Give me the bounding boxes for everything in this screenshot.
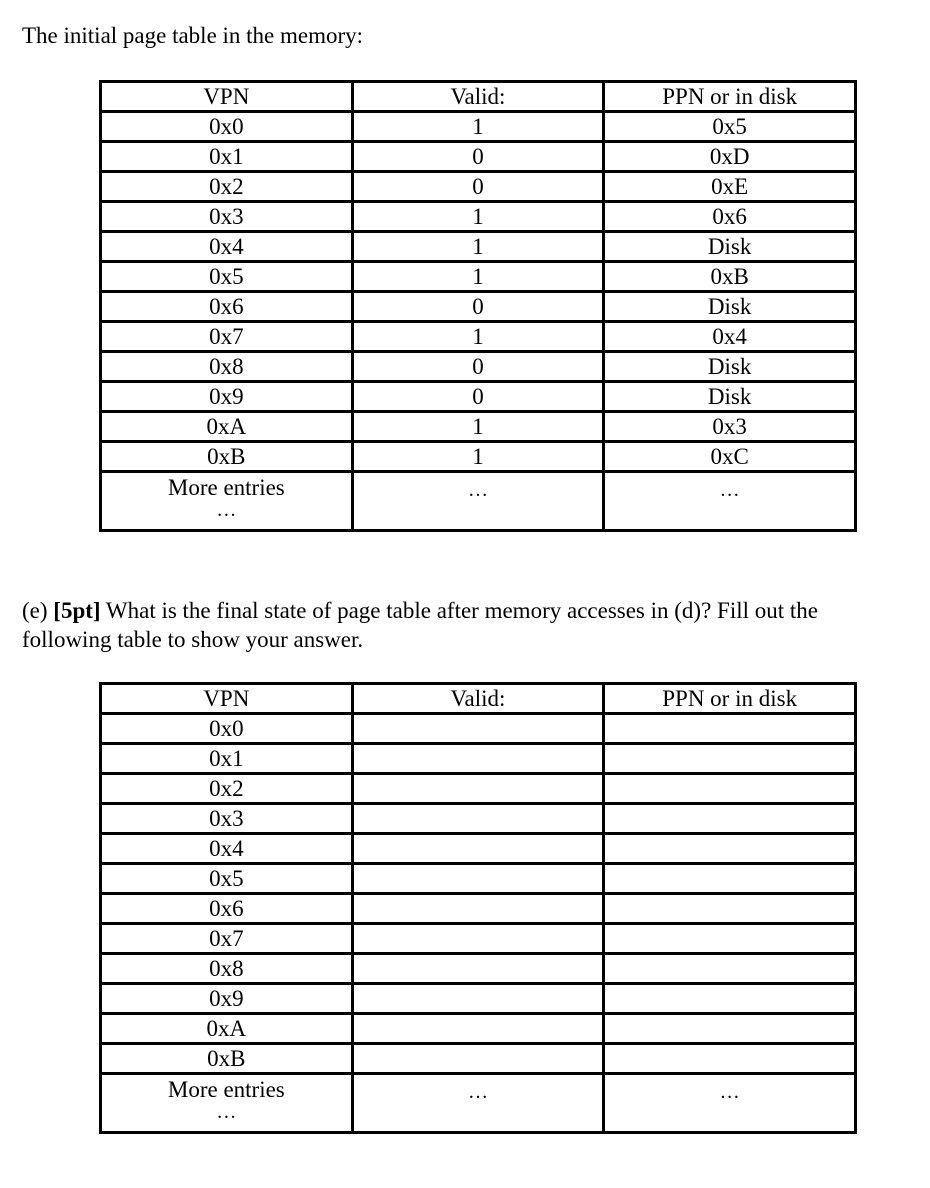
ppn-cell: Disk bbox=[604, 382, 856, 412]
table-row bbox=[101, 924, 856, 954]
valid-cell: 1 bbox=[352, 442, 604, 472]
more-entries-row bbox=[101, 472, 856, 531]
vpn-cell: 0xA bbox=[101, 412, 353, 442]
question-part: (e) bbox=[22, 598, 48, 623]
table-row bbox=[101, 202, 856, 232]
vpn-cell: 0x7 bbox=[101, 924, 353, 954]
valid-cell[interactable] bbox=[352, 924, 604, 954]
valid-cell: 0 bbox=[352, 142, 604, 172]
ppn-cell[interactable] bbox=[604, 774, 856, 804]
table-row bbox=[101, 322, 856, 352]
ppn-cell[interactable] bbox=[604, 834, 856, 864]
valid-more-cell bbox=[352, 472, 604, 531]
vpn-cell: 0x2 bbox=[101, 172, 353, 202]
ppn-cell: 0x5 bbox=[604, 112, 856, 142]
intro-text: The initial page table in the memory: bbox=[22, 23, 364, 48]
vpn-cell: 0x4 bbox=[101, 834, 353, 864]
valid-cell[interactable] bbox=[352, 834, 604, 864]
vpn-cell: 0x6 bbox=[101, 894, 353, 924]
valid-cell: 0 bbox=[352, 352, 604, 382]
valid-cell[interactable] bbox=[352, 1044, 604, 1074]
ppn-cell: 0xE bbox=[604, 172, 856, 202]
valid-cell: 1 bbox=[352, 412, 604, 442]
vpn-cell: 0x0 bbox=[101, 714, 353, 744]
ppn-cell: Disk bbox=[604, 232, 856, 262]
table-row bbox=[101, 804, 856, 834]
vpn-cell: 0x1 bbox=[101, 142, 353, 172]
vpn-cell: 0x6 bbox=[101, 292, 353, 322]
ppn-cell: 0xB bbox=[604, 262, 856, 292]
table-row bbox=[101, 442, 856, 472]
ellipsis: … bbox=[216, 1101, 237, 1123]
valid-cell: 1 bbox=[352, 262, 604, 292]
ppn-cell: 0xC bbox=[604, 442, 856, 472]
ellipsis: … bbox=[719, 479, 740, 501]
table-row bbox=[101, 774, 856, 804]
column-header-valid: Valid: bbox=[352, 684, 604, 714]
ppn-cell[interactable] bbox=[604, 924, 856, 954]
table-row bbox=[101, 1014, 856, 1044]
valid-cell[interactable] bbox=[352, 984, 604, 1014]
question-line-1 bbox=[22, 596, 930, 625]
ppn-cell[interactable] bbox=[604, 984, 856, 1014]
vpn-cell: 0x5 bbox=[101, 262, 353, 292]
vpn-cell: 0xB bbox=[101, 442, 353, 472]
initial-page-table-body bbox=[101, 82, 856, 531]
table-row bbox=[101, 1044, 856, 1074]
vpn-cell: 0x3 bbox=[101, 804, 353, 834]
vpn-cell: 0x8 bbox=[101, 954, 353, 984]
table-row bbox=[101, 954, 856, 984]
vpn-cell: 0x0 bbox=[101, 112, 353, 142]
vpn-cell: 0x4 bbox=[101, 232, 353, 262]
ppn-cell[interactable] bbox=[604, 864, 856, 894]
ppn-cell[interactable] bbox=[604, 954, 856, 984]
more-entries-cell bbox=[101, 1074, 353, 1133]
question-e bbox=[22, 596, 930, 654]
ppn-cell: 0x6 bbox=[604, 202, 856, 232]
valid-cell: 0 bbox=[352, 172, 604, 202]
vpn-cell: 0x3 bbox=[101, 202, 353, 232]
table-row bbox=[101, 714, 856, 744]
ppn-cell: Disk bbox=[604, 292, 856, 322]
vpn-cell: 0xB bbox=[101, 1044, 353, 1074]
more-entries-label: More entries bbox=[167, 1077, 285, 1102]
question-text: What is the final state of page table after memory accesses in (d)? Fill out the bbox=[100, 598, 818, 623]
valid-cell[interactable] bbox=[352, 744, 604, 774]
vpn-cell: 0x1 bbox=[101, 744, 353, 774]
table-row bbox=[101, 262, 856, 292]
vpn-cell: 0x9 bbox=[101, 382, 353, 412]
vpn-cell: 0x2 bbox=[101, 774, 353, 804]
table-row bbox=[101, 412, 856, 442]
table-row bbox=[101, 142, 856, 172]
table-row bbox=[101, 984, 856, 1014]
column-header-vpn: VPN bbox=[101, 82, 353, 112]
table-row bbox=[101, 382, 856, 412]
valid-cell: 1 bbox=[352, 112, 604, 142]
ellipsis: … bbox=[719, 1081, 740, 1103]
column-header-valid: Valid: bbox=[352, 82, 604, 112]
table-row bbox=[101, 894, 856, 924]
table-header-row bbox=[101, 684, 856, 714]
question-points: [5pt] bbox=[53, 598, 101, 623]
ppn-more-cell bbox=[604, 1074, 856, 1133]
ppn-cell[interactable] bbox=[604, 1014, 856, 1044]
ppn-cell[interactable] bbox=[604, 804, 856, 834]
ppn-more-cell bbox=[604, 472, 856, 531]
ppn-cell[interactable] bbox=[604, 894, 856, 924]
final-page-table-body bbox=[101, 684, 856, 1133]
vpn-cell: 0x5 bbox=[101, 864, 353, 894]
vpn-cell: 0x9 bbox=[101, 984, 353, 1014]
table-row bbox=[101, 112, 856, 142]
valid-cell: 0 bbox=[352, 292, 604, 322]
vpn-cell: 0xA bbox=[101, 1014, 353, 1044]
more-entries-label: More entries bbox=[167, 475, 285, 500]
ppn-cell[interactable] bbox=[604, 744, 856, 774]
table-row bbox=[101, 172, 856, 202]
ppn-cell: 0x3 bbox=[604, 412, 856, 442]
more-entries-cell bbox=[101, 472, 353, 531]
ppn-cell[interactable] bbox=[604, 714, 856, 744]
valid-cell[interactable] bbox=[352, 894, 604, 924]
ppn-cell: Disk bbox=[604, 352, 856, 382]
table-row bbox=[101, 744, 856, 774]
table-header-row bbox=[101, 82, 856, 112]
more-entries-row bbox=[101, 1074, 856, 1133]
valid-cell: 1 bbox=[352, 202, 604, 232]
valid-cell[interactable] bbox=[352, 714, 604, 744]
valid-more-cell bbox=[352, 1074, 604, 1133]
ppn-cell: 0x4 bbox=[604, 322, 856, 352]
valid-cell: 1 bbox=[352, 232, 604, 262]
table-row bbox=[101, 352, 856, 382]
valid-cell[interactable] bbox=[352, 1014, 604, 1044]
final-page-table bbox=[99, 682, 857, 1134]
valid-cell[interactable] bbox=[352, 774, 604, 804]
column-header-ppn: PPN or in disk bbox=[604, 82, 856, 112]
valid-cell: 1 bbox=[352, 322, 604, 352]
valid-cell[interactable] bbox=[352, 954, 604, 984]
valid-cell[interactable] bbox=[352, 864, 604, 894]
vpn-cell: 0x7 bbox=[101, 322, 353, 352]
question-line-2: following table to show your answer. bbox=[22, 627, 364, 652]
table-row bbox=[101, 232, 856, 262]
ellipsis: … bbox=[467, 1081, 488, 1103]
valid-cell[interactable] bbox=[352, 804, 604, 834]
valid-cell: 0 bbox=[352, 382, 604, 412]
column-header-vpn: VPN bbox=[101, 684, 353, 714]
vpn-cell: 0x8 bbox=[101, 352, 353, 382]
ellipsis: … bbox=[467, 479, 488, 501]
ellipsis: … bbox=[216, 499, 237, 521]
ppn-cell: 0xD bbox=[604, 142, 856, 172]
initial-page-table bbox=[99, 80, 857, 532]
column-header-ppn: PPN or in disk bbox=[604, 684, 856, 714]
ppn-cell[interactable] bbox=[604, 1044, 856, 1074]
table-row bbox=[101, 292, 856, 322]
table-row bbox=[101, 864, 856, 894]
table-row bbox=[101, 834, 856, 864]
